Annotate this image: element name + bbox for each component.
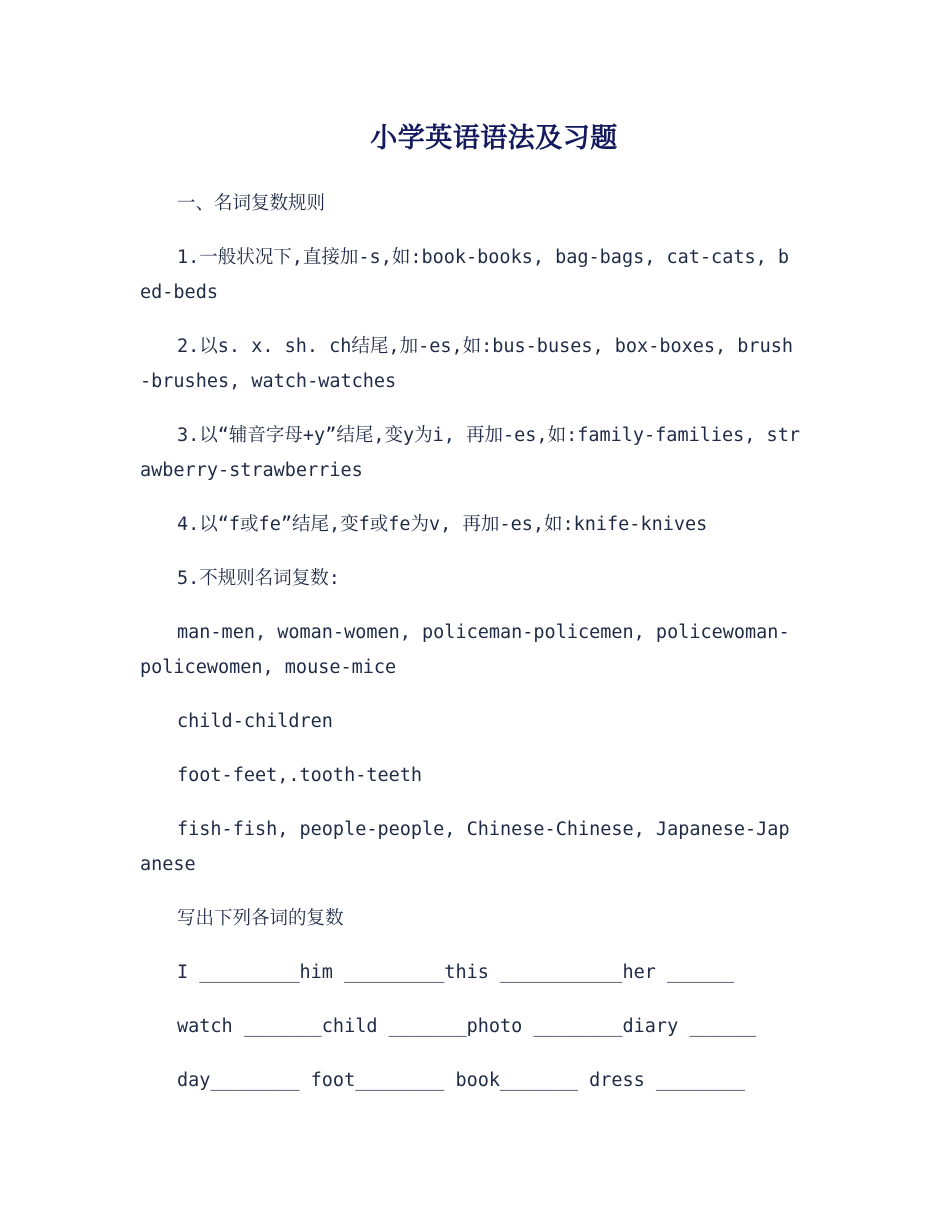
irregular-example-4: fish-fish, people-people, Chinese-Chinese, Japanese-Japanese (140, 819, 790, 875)
exercise-row: I _________him _________this ___________her ______ (177, 962, 734, 983)
document-title: 小学英语语法及习题 (370, 123, 618, 154)
irregular-example-3: foot-feet,.tooth-teeth (177, 765, 423, 786)
section-heading: 一、名词复数规则 (177, 193, 326, 214)
irregular-example-2: child-children (177, 711, 333, 732)
irregular-example-1: man-men, woman-women, policeman-policemen, policewoman-policewomen, mouse-mice (140, 622, 790, 678)
exercise-row: watch _______child _______photo ________diary ______ (177, 1016, 757, 1037)
rule-4: 4.以“f或fe”结尾,变f或fe为v, 再加-es,如:knife-knives (177, 514, 708, 535)
document-body (140, 186, 800, 1117)
rule-2: 2.以s. x. sh. ch结尾,加-es,如:bus-buses, box-boxes, brush-brushes, watch-watches (140, 336, 793, 392)
exercise-instruction: 写出下列各词的复数 (177, 908, 344, 929)
exercise-rows (140, 955, 800, 1098)
rule-3: 3.以“辅音字母+y”结尾,变y为i, 再加-es,如:family-families, strawberry-strawberries (140, 425, 800, 481)
exercise-row: day________ foot________ book_______ dress ________ (177, 1070, 746, 1091)
rule-1: 1.一般状况下,直接加-s,如:book-books, bag-bags, cat-cats, bed-beds (140, 247, 790, 303)
rule-5: 5.不规则名词复数: (177, 568, 340, 589)
